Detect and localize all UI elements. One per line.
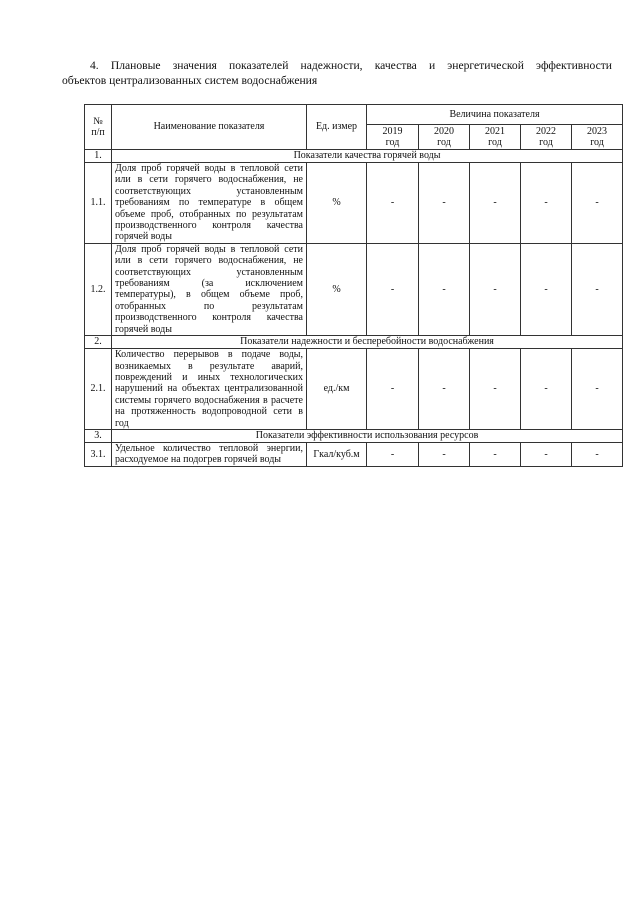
table-row	[85, 243, 623, 335]
year-number: 2022	[536, 126, 556, 137]
row-unit: %	[307, 163, 367, 244]
year-suffix: год	[539, 137, 553, 148]
row-value: -	[419, 243, 470, 335]
row-value: -	[470, 163, 521, 244]
indicators-table	[84, 104, 623, 467]
year-suffix: год	[590, 137, 604, 148]
row-value: -	[521, 442, 572, 466]
header-year	[419, 125, 470, 150]
section-num: 3.	[85, 429, 112, 442]
row-value: -	[521, 243, 572, 335]
header-year	[521, 125, 572, 150]
section-title: Показатели эффективности использования ресурсов	[112, 429, 623, 442]
section-num: 2.	[85, 336, 112, 349]
row-value: -	[572, 163, 623, 244]
header-num: № п/п	[85, 105, 112, 150]
row-num: 3.1.	[85, 442, 112, 466]
year-suffix: год	[437, 137, 451, 148]
year-number: 2019	[382, 126, 403, 137]
row-value: -	[572, 243, 623, 335]
row-value: -	[470, 442, 521, 466]
year-number: 2020	[434, 126, 454, 137]
row-value: -	[367, 349, 419, 430]
section-title: Показатели качества горячей воды	[112, 150, 623, 163]
header-year	[367, 125, 419, 150]
header-value-group: Величина показателя	[367, 105, 623, 125]
heading-line-1: 4. Плановые значения показателей надежности, качества и энергетической эффективности	[90, 59, 612, 72]
header-name: Наименование показателя	[112, 105, 307, 150]
row-name: Количество перерывов в подаче воды, возникаемых в результате аварий, повреждений и иных технологических нарушений на объектах централизованной системы горячего водоснабжения в расчете на протяженность водопроводной сети в год	[112, 349, 307, 430]
row-value: -	[367, 442, 419, 466]
header-year	[470, 125, 521, 150]
section-title: Показатели надежности и бесперебойности водоснабжения	[112, 336, 623, 349]
year-suffix: год	[488, 137, 502, 148]
row-value: -	[572, 349, 623, 430]
section-row	[85, 336, 623, 349]
row-value: -	[419, 163, 470, 244]
row-num: 1.1.	[85, 163, 112, 244]
year-suffix: год	[385, 137, 400, 148]
row-value: -	[521, 349, 572, 430]
row-value: -	[419, 442, 470, 466]
row-unit: ед./км	[307, 349, 367, 430]
row-unit: Гкал/куб.м	[307, 442, 367, 466]
section-num: 1.	[85, 150, 112, 163]
table-row	[85, 163, 623, 244]
row-value: -	[470, 349, 521, 430]
table-row	[85, 442, 623, 466]
row-unit: %	[307, 243, 367, 335]
year-number: 2023	[587, 126, 608, 137]
section-row	[85, 429, 623, 442]
year-number: 2021	[485, 126, 505, 137]
header-unit: Ед. измер	[307, 105, 367, 150]
row-value: -	[470, 243, 521, 335]
row-name: Доля проб горячей воды в тепловой сети или в сети горячего водоснабжения, не соответствующих установленным требованиям (за исключением температуры), в общем объеме проб, отобранных по результатам производственного контроля качества горячей воды	[112, 243, 307, 335]
section-row	[85, 150, 623, 163]
section-heading	[62, 58, 612, 88]
row-value: -	[572, 442, 623, 466]
row-value: -	[367, 243, 419, 335]
row-value: -	[367, 163, 419, 244]
row-name: Доля проб горячей воды в тепловой сети или в сети горячего водоснабжения, не соответствующих установленным требованиям по температуре в общем объеме проб, отобранных по результатам производственного контроля качества горячей воды	[112, 163, 307, 244]
heading-line-2: объектов централизованных систем водоснабжения	[62, 74, 318, 87]
header-year	[572, 125, 623, 150]
table-row	[85, 349, 623, 430]
row-num: 2.1.	[85, 349, 112, 430]
row-value: -	[521, 163, 572, 244]
row-num: 1.2.	[85, 243, 112, 335]
row-value: -	[419, 349, 470, 430]
row-name: Удельное количество тепловой энергии, расходуемое на подогрев горячей воды	[112, 442, 307, 466]
